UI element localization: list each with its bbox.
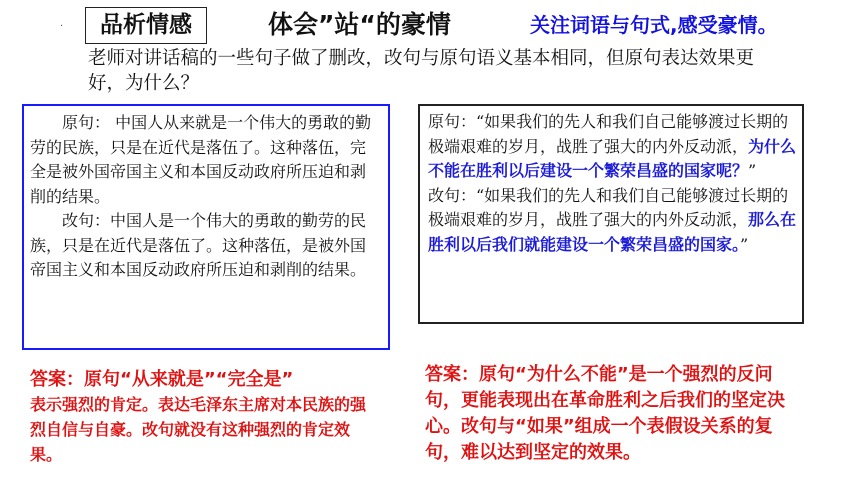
page-title: 体会”站“的豪情	[268, 10, 451, 39]
right-original-highlight: 为什么不能在胜利以后建设一个繁荣昌盛的国家呢？	[428, 136, 797, 180]
focus-hint: 关注词语与句式,感受豪情。	[530, 13, 778, 37]
section-badge: 品析情感	[85, 7, 207, 44]
right-original-start: 原句：“如果我们的先人和我们自己能够渡过长期的极端艰难的岁月，战胜了强大的内外反动派，	[428, 112, 789, 156]
right-original-sentence	[428, 110, 798, 184]
right-box-content	[428, 110, 798, 257]
instruction-text: 老师对讲话稿的一些句子做了删改，改句与原句语义基本相同，但原句表达效果更好，为什么？	[88, 48, 755, 94]
answer-left-heading: 答案：原句“从来就是”“完全是”	[30, 369, 294, 390]
right-revised-sentence	[428, 184, 798, 258]
answer-left-body: 表示强烈的肯定。表达毛泽东主席对本民族的强烈自信与自豪。改句就没有这种强烈的肯定效果。	[30, 395, 367, 464]
right-revised-highlight: 那么在胜利以后我们就能建设一个繁荣昌盛的国家。	[428, 210, 797, 254]
right-revised-end: ”	[740, 234, 749, 254]
left-box-content	[30, 111, 380, 283]
left-original-sentence: 原句： 中国人从来就是一个伟大的勇敢的勤劳的民族，只是在近代是落伍了。这种落伍，完全是被外国帝国主义和本国反动政府所压迫和剥削的结果。	[30, 113, 372, 206]
left-revised-sentence: 改句：中国人是一个伟大的勇敢的勤劳的民族，只是在近代是落伍了。这种落伍，是被外国帝国主义和本国反动政府所压迫和剥削的结果。	[30, 211, 367, 279]
bullet-dot: .	[60, 18, 64, 29]
right-original-end: ”	[748, 161, 757, 180]
right-revised-start: 改句：“如果我们的先人和我们自己能够渡过长期的极端艰难的岁月，战胜了强大的内外反动派，	[428, 185, 789, 229]
answer-right: 答案：原句“为什么不能”是一个强烈的反问句，更能表现出在革命胜利之后我们的坚定决心。改句与“如果”组成一个表假设关系的复句，难以达到坚定的效果。	[425, 364, 785, 463]
